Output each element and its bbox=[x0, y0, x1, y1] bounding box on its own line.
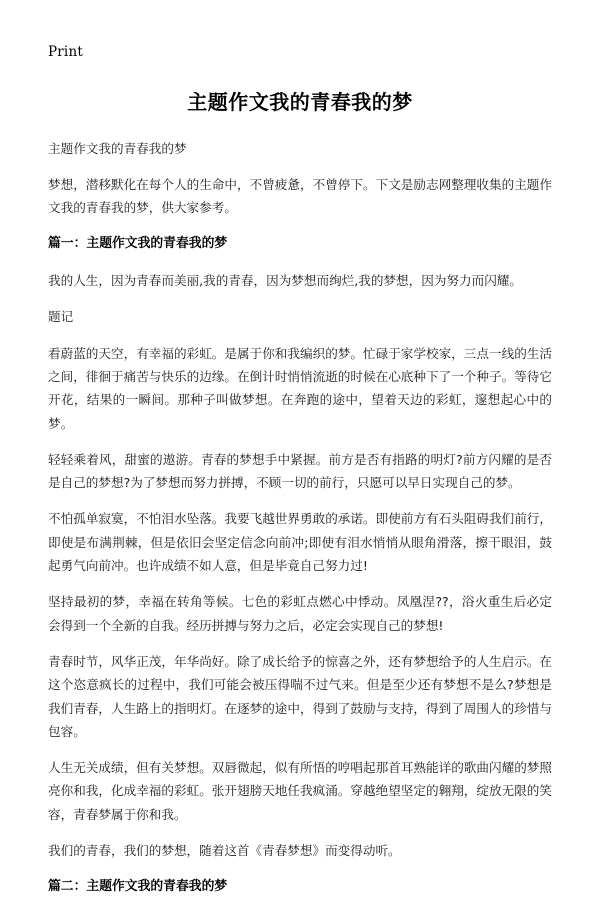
section-heading: 篇二：主题作文我的青春我的梦 bbox=[48, 879, 228, 895]
body-paragraph: 梦想，潜移默化在每个人的生命中，不曾疲惫，不曾停下。下文是励志网整理收集的主题作文我的青春我的梦，供大家参考。 bbox=[48, 176, 552, 216]
body-paragraph: 青春时节，风华正茂，年华尚好。除了成长给予的惊喜之外，还有梦想给予的人生启示。在这个恣意疯长的过程中，我们可能会被压得喘不过气来。但是至少还有梦想不是么?梦想是我们青春，人生路上的指明灯。在逐梦的途中，得到了鼓励与支持，得到了周围人的珍惜与包容。 bbox=[48, 653, 552, 739]
print-link[interactable]: Print bbox=[48, 44, 83, 60]
body-paragraph: 不怕孤单寂寞，不怕泪水坠落。我要飞越世界勇敢的承诺。即使前方有石头阻碍我们前行，即使是布满荆棘，但是依旧会坚定信念向前冲;即使有泪水悄悄从眼角滑落，擦干眼泪，鼓起勇气向前冲。也许成绩不如人意，但是毕竟自己努力过! bbox=[48, 511, 552, 574]
body-paragraph: 坚持最初的梦，幸福在转角等候。七色的彩虹点燃心中悸动。凤凰涅??，浴火重生后必定会得到一个全新的自我。经历拼搏与努力之后，必定会实现自己的梦想! bbox=[48, 594, 552, 633]
body-paragraph: 主题作文我的青春我的梦 bbox=[48, 140, 187, 156]
body-paragraph: 我们的青春，我们的梦想，随着这首《青春梦想》而变得动听。 bbox=[48, 843, 401, 858]
body-paragraph: 我的人生，因为青春而美丽,我的青春，因为梦想而绚烂,我的梦想，因为努力而闪耀。 bbox=[48, 273, 522, 289]
body-paragraph: 题记 bbox=[48, 309, 74, 325]
body-paragraph: 人生无关成绩，但有关梦想。双唇微起，似有所悟的哼唱起那首耳熟能详的歌曲闪耀的梦照亮你和我，化成幸福的彩虹。张开翅膀天地任我疯涌。穿越绝望坚定的翱翔，绽放无限的笑容，青春梦属于你和我。 bbox=[48, 760, 552, 822]
body-paragraph: 看蔚蓝的天空，有幸福的彩虹。是属于你和我编织的梦。忙碌于家学校家，三点一线的生活之间，徘徊于痛苦与快乐的边缘。在倒计时悄悄流逝的时候在心底种下了一个种子。等待它开花，结果的一瞬间。那种子叫做梦想。在奔跑的途中，望着天边的彩虹，邃想起心中的梦。 bbox=[48, 345, 552, 431]
section-heading: 篇一：主题作文我的青春我的梦 bbox=[48, 236, 228, 252]
page-title: 主题作文我的青春我的梦 bbox=[187, 89, 413, 114]
body-paragraph: 轻轻乘着风，甜蜜的遨游。青春的梦想手中紧握。前方是否有指路的明灯?前方闪耀的是否是自己的梦想?为了梦想而努力拼搏，不顾一切的前行，只愿可以早日实现自己的梦。 bbox=[48, 451, 552, 491]
document-body bbox=[48, 137, 552, 899]
